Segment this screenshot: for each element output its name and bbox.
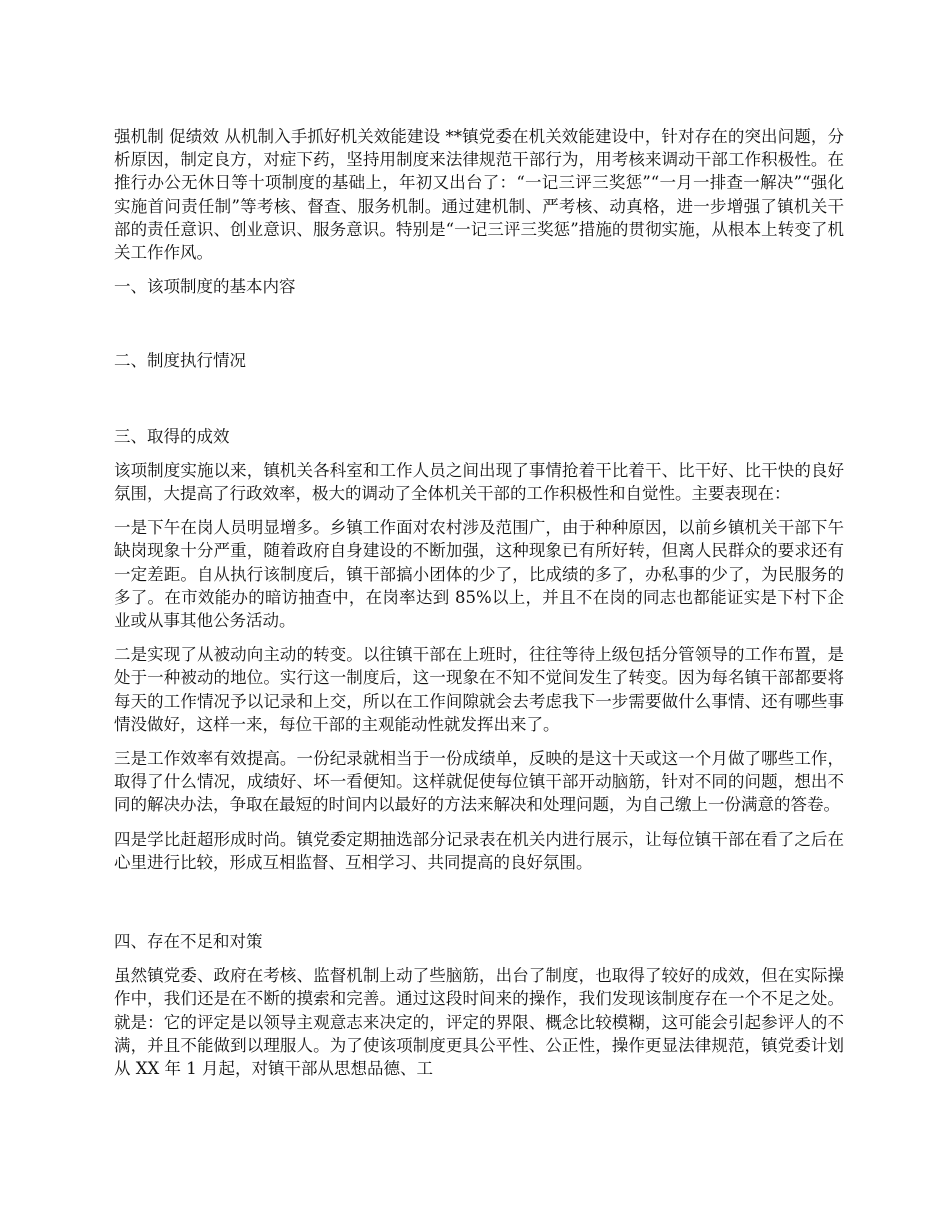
document-page [114,125,844,1091]
section-heading-shortcomings: 四、存在不足和对策 [114,932,263,952]
section-heading-execution: 二、制度执行情况 [114,351,246,371]
results-point-4: 四是学比赶超形成时尚。镇党委定期抽选部分记录表在机关内进行展示，让每位镇干部在看了之后在心里进行比较，形成互相监督、互相学习、共同提高的良好氛围。 [114,829,844,872]
results-point-2: 二是实现了从被动向主动的转变。以往镇干部在上班时，往往等待上级包括分管领导的工作布置，是处于一种被动的地位。实行这一制度后，这一现象在不知不觉间发生了转变。因为每名镇干部都要将每天的工作情况予以记录和上交，所以在工作间隙就会去考虑我下一步需要做什么事情、还有哪些事情没做好，这样一来，每位干部的主观能动性就发挥出来了。 [114,645,844,734]
shortcomings-paragraph: 虽然镇党委、政府在考核、监督机制上动了些脑筋，出台了制度，也取得了较好的成效，但在实际操作中，我们还是在不断的摸索和完善。通过这段时间来的操作，我们发现该制度存在一个不足之处。就是：它的评定是以领导主观意志来决定的，评定的界限、概念比较模糊，这可能会引起参评人的不满，并且不能做到以理服人。为了使该项制度更具公平性、公正性，操作更显法律规范，镇党委计划从 XX 年 1 月起，对镇干部从思想品德、工 [114,966,844,1079]
section-heading-results: 三、取得的成效 [114,426,230,446]
section-heading-basic-content: 一、该项制度的基本内容 [114,277,296,297]
results-intro-paragraph: 该项制度实施以来，镇机关各科室和工作人员之间出现了事情抢着干比着干、比干好、比干快的良好氛围，大提高了行政效率，极大的调动了全体机关干部的工作积极性和自觉性。主要表现在： [114,460,844,504]
results-point-3: 三是工作效率有效提高。一份纪录就相当于一份成绩单，反映的是这十天或这一个月做了哪些工作，取得了什么情况，成绩好、坏一看便知。这样就促使每位镇干部开动脑筋，针对不同的问题，想出不同的解决办法，争取在最短的时间内以最好的方法来解决和处理问题，为自己缴上一份满意的答卷。 [114,749,844,815]
results-point-1: 一是下午在岗人员明显增多。乡镇工作面对农村涉及范围广，由于种种原因，以前乡镇机关干部下午缺岗现象十分严重，随着政府自身建设的不断加强，这种现象已有所好转，但离人民群众的要求还有一定差距。自从执行该制度后，镇干部搞小团体的少了，比成绩的多了，办私事的少了，为民服务的多了。在市效能办的暗访抽查中，在岗率达到 85%以上，并且不在岗的同志也都能证实是下村下企业或从事其他公务活动。 [114,518,844,631]
intro-paragraph: 强机制 促绩效 从机制入手抓好机关效能建设 **镇党委在机关效能建设中，针对存在的突出问题，分析原因，制定良方，对症下药，坚持用制度来法律规范干部行为，用考核来调动干部工作积极性。在推行办公无休日等十项制度的基础上，年初又出台了：“一记三评三奖惩”“一月一排查一解决”“强化实施首问责任制”等考核、督查、服务机制。通过建机制、严考核、动真格，进一步增强了镇机关干部的责任意识、创业意识、服务意识。特别是“一记三评三奖惩”措施的贯彻实施，从根本上转变了机关工作作风。 [114,127,844,263]
